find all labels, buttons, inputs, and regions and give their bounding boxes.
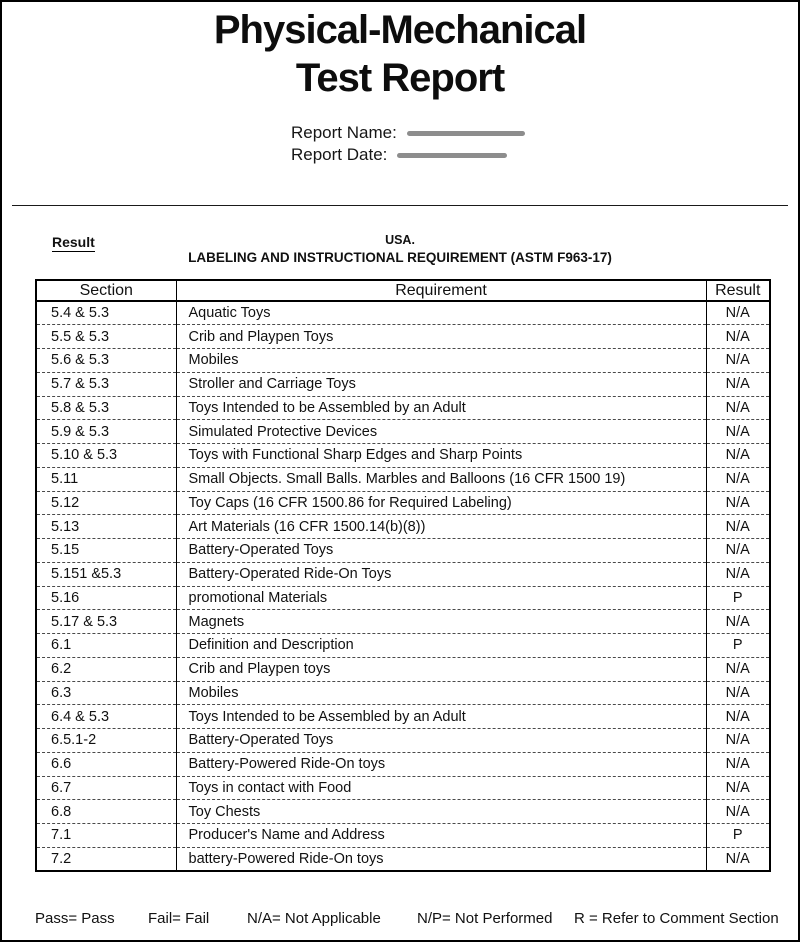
cell-requirement: Battery-Operated Toys <box>176 539 706 563</box>
cell-section: 6.6 <box>36 752 176 776</box>
table-row <box>36 610 770 634</box>
page-title <box>2 6 798 102</box>
cell-result: N/A <box>706 444 770 468</box>
result-label: Result <box>52 234 95 250</box>
cell-result: N/A <box>706 420 770 444</box>
section-divider <box>12 205 788 206</box>
table-row <box>36 847 770 871</box>
report-name-blank-line <box>407 131 525 136</box>
table-row <box>36 325 770 349</box>
cell-result: N/A <box>706 491 770 515</box>
cell-section: 6.5.1-2 <box>36 729 176 753</box>
cell-result: N/A <box>706 729 770 753</box>
cell-section: 5.17 & 5.3 <box>36 610 176 634</box>
cell-section: 5.12 <box>36 491 176 515</box>
cell-requirement: Toys Intended to be Assembled by an Adult <box>176 705 706 729</box>
table-row <box>36 301 770 325</box>
cell-result: N/A <box>706 752 770 776</box>
cell-section: 5.8 & 5.3 <box>36 396 176 420</box>
cell-section: 6.1 <box>36 634 176 658</box>
cell-section: 5.10 & 5.3 <box>36 444 176 468</box>
cell-requirement: Toy Chests <box>176 800 706 824</box>
legend-item: Pass= Pass <box>35 910 115 927</box>
legend <box>2 908 798 932</box>
cell-requirement: Battery-Operated Ride-On Toys <box>176 562 706 586</box>
country-heading: USA. <box>385 233 415 247</box>
table-row <box>36 515 770 539</box>
legend-item: N/A= Not Applicable <box>247 910 381 927</box>
legend-item: Fail= Fail <box>148 910 210 927</box>
cell-result: N/A <box>706 396 770 420</box>
table-row <box>36 705 770 729</box>
cell-requirement: Art Materials (16 CFR 1500.14(b)(8)) <box>176 515 706 539</box>
table-row <box>36 491 770 515</box>
cell-requirement: Aquatic Toys <box>176 301 706 325</box>
cell-section: 6.4 & 5.3 <box>36 705 176 729</box>
cell-requirement: Crib and Playpen Toys <box>176 325 706 349</box>
table-row <box>36 586 770 610</box>
cell-section: 5.15 <box>36 539 176 563</box>
cell-requirement: Mobiles <box>176 681 706 705</box>
cell-requirement: Toys Intended to be Assembled by an Adult <box>176 396 706 420</box>
report-name-label: Report Name: <box>291 123 397 142</box>
table-row <box>36 420 770 444</box>
table-row <box>36 372 770 396</box>
cell-section: 6.8 <box>36 800 176 824</box>
cell-result: N/A <box>706 325 770 349</box>
cell-requirement: Small Objects. Small Balls. Marbles and Balloons (16 CFR 1500 19) <box>176 467 706 491</box>
cell-result: N/A <box>706 705 770 729</box>
cell-requirement: battery-Powered Ride-On toys <box>176 847 706 871</box>
cell-result: N/A <box>706 681 770 705</box>
report-date-blank-line <box>397 153 507 158</box>
table-row <box>36 729 770 753</box>
cell-result: N/A <box>706 562 770 586</box>
cell-result: N/A <box>706 515 770 539</box>
cell-section: 5.7 & 5.3 <box>36 372 176 396</box>
cell-result: N/A <box>706 800 770 824</box>
cell-result: N/A <box>706 610 770 634</box>
report-name-row <box>291 122 525 144</box>
cell-requirement: Mobiles <box>176 349 706 373</box>
table-row <box>36 467 770 491</box>
cell-result: N/A <box>706 467 770 491</box>
table-row <box>36 444 770 468</box>
cell-requirement: Crib and Playpen toys <box>176 657 706 681</box>
cell-result: N/A <box>706 301 770 325</box>
cell-requirement: promotional Materials <box>176 586 706 610</box>
table-row <box>36 539 770 563</box>
cell-requirement: Definition and Description <box>176 634 706 658</box>
header-section: Section <box>36 280 176 301</box>
header-result: Result <box>706 280 770 301</box>
report-date-row <box>291 144 525 166</box>
cell-result: P <box>706 586 770 610</box>
cell-requirement: Producer's Name and Address <box>176 824 706 848</box>
table-row <box>36 349 770 373</box>
cell-result: N/A <box>706 372 770 396</box>
header-requirement: Requirement <box>176 280 706 301</box>
cell-section: 5.11 <box>36 467 176 491</box>
cell-section: 5.13 <box>36 515 176 539</box>
page-title-line2: Test Report <box>295 56 505 100</box>
cell-result: N/A <box>706 539 770 563</box>
cell-result: N/A <box>706 847 770 871</box>
table-row <box>36 562 770 586</box>
table-row <box>36 396 770 420</box>
page-title-line1: Physical-Mechanical <box>213 8 587 52</box>
cell-requirement: Toys in contact with Food <box>176 776 706 800</box>
cell-section: 6.7 <box>36 776 176 800</box>
cell-requirement: Toy Caps (16 CFR 1500.86 for Required Labeling) <box>176 491 706 515</box>
legend-item: N/P= Not Performed <box>417 910 553 927</box>
report-fields <box>291 122 525 166</box>
report-date-label: Report Date: <box>291 145 388 164</box>
cell-requirement: Magnets <box>176 610 706 634</box>
table-row <box>36 681 770 705</box>
cell-section: 5.151 &5.3 <box>36 562 176 586</box>
table-title: LABELING AND INSTRUCTIONAL REQUIREMENT (ASTM F963-17) <box>188 250 612 265</box>
cell-result: N/A <box>706 657 770 681</box>
table-row <box>36 752 770 776</box>
cell-section: 5.16 <box>36 586 176 610</box>
table-row <box>36 657 770 681</box>
cell-requirement: Battery-Powered Ride-On toys <box>176 752 706 776</box>
cell-section: 5.5 & 5.3 <box>36 325 176 349</box>
table-row <box>36 800 770 824</box>
cell-requirement: Toys with Functional Sharp Edges and Sharp Points <box>176 444 706 468</box>
table-header-row <box>36 280 770 301</box>
legend-item: R = Refer to Comment Section <box>574 910 779 927</box>
cell-section: 5.4 & 5.3 <box>51 305 110 322</box>
cell-result: N/A <box>706 776 770 800</box>
table-row <box>36 824 770 848</box>
cell-section: 6.2 <box>36 657 176 681</box>
cell-result: N/A <box>706 349 770 373</box>
cell-section: 7.1 <box>36 824 176 848</box>
cell-result: P <box>706 634 770 658</box>
cell-section: 7.2 <box>36 847 176 871</box>
cell-section: 6.3 <box>36 681 176 705</box>
cell-section: 5.6 & 5.3 <box>36 349 176 373</box>
table-body <box>36 301 770 871</box>
cell-requirement: Battery-Operated Toys <box>176 729 706 753</box>
cell-result: P <box>706 824 770 848</box>
table-row <box>36 634 770 658</box>
cell-requirement: Stroller and Carriage Toys <box>176 372 706 396</box>
table-header <box>36 280 770 301</box>
requirements-table <box>35 279 771 872</box>
table-row <box>36 776 770 800</box>
cell-section: 5.9 & 5.3 <box>36 420 176 444</box>
cell-requirement: Simulated Protective Devices <box>176 420 706 444</box>
